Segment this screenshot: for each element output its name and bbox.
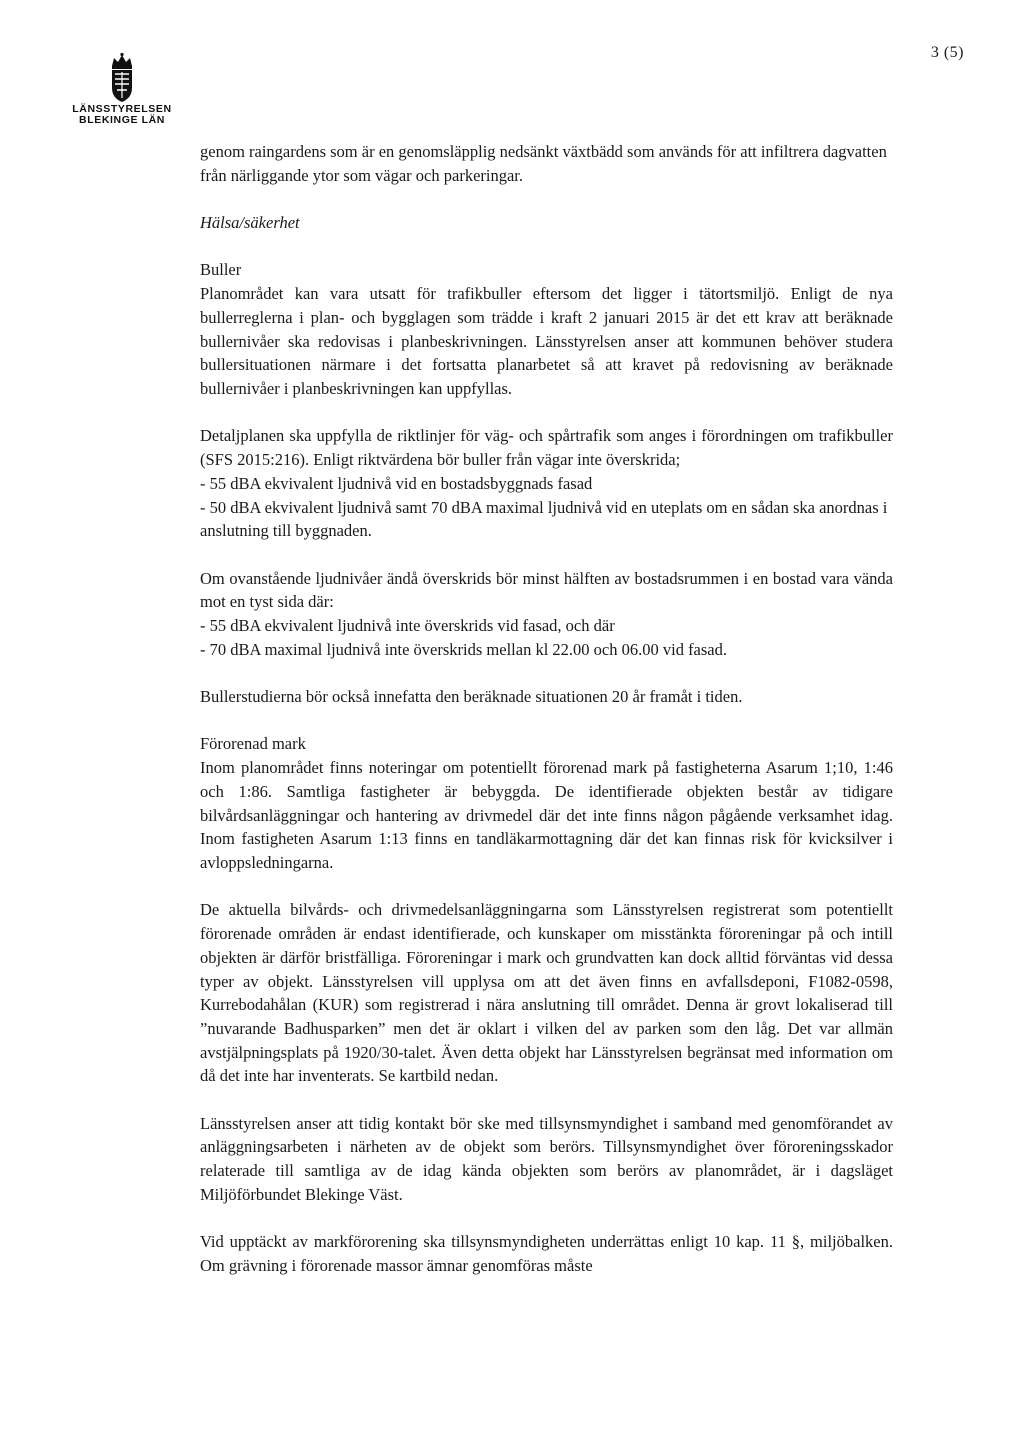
paragraph-buller: Planområdet kan vara utsatt för trafikbuller eftersom det ligger i tätortsmiljö. Enligt de nya bullerreglerna i plan- och bygglagen som trädde i kraft 2 januari 2015 är det ett krav att beräknade bullernivåer ska redovisas i planbeskrivningen. Länsstyrelsen anser att kommunen behöver studera bullersituationen närmare i det fortsatta planarbetet så att kravet på redovisning av beräknade bullernivåer i planbeskrivningen kan uppfyllas. [200, 284, 893, 398]
paragraph-bullerstudierna: Bullerstudierna bör också innefatta den beräknade situationen 20 år framåt i tiden. [200, 687, 743, 707]
paragraph-raingarden: genom raingardens som är en genomsläpplig nedsänkt växtbädd som används för att infiltrera dagvatten från närliggande ytor som vägar och parkeringar. [200, 142, 887, 185]
detaljplan-intro: Detaljplanen ska uppfylla de riktlinjer för väg- och spårtrafik som anges i förordningen om trafikbuller (SFS 2015:216). Enligt riktvärdena bör buller från vägar inte överskrida; [200, 426, 893, 470]
crown-emblem-icon [109, 52, 135, 104]
ovanstaende-item-1: - 55 dBA ekvivalent ljudnivå inte överskrids vid fasad, och där [200, 616, 615, 635]
paragraph-fororenad-mark: Inom planområdet finns noteringar om potentiellt förorenad mark på fastigheterna Asarum 1;10, 1:46 och 1:86. Samtliga fastigheter är bebyggda. De identifierade objekten består av tidigare bilvårdsanläggningar och hantering av drivmedel där det inte finns någon pågående verksamhet idag. Inom fastigheten Asarum 1:13 finns en tandläkarmottagning där det kan finnas risk för kvicksilver i avloppsledningarna. [200, 758, 893, 872]
paragraph-ovanstaende [200, 567, 893, 662]
heading-halsa-sakerhet: Hälsa/säkerhet [200, 213, 300, 233]
ovanstaende-item-2: - 70 dBA maximal ljudnivå inte överskrids mellan kl 22.00 och 06.00 vid fasad. [200, 639, 728, 659]
paragraph-markfororening: Vid upptäckt av markförorening ska tillsynsmyndigheten underrättas enligt 10 kap. 11 §, miljöbalken. Om grävning i förorenade massor ämnar genomföras måste [200, 1232, 893, 1275]
detaljplan-item-2: - 50 dBA ekvivalent ljudnivå samt 70 dBA maximal ljudnivå vid en uteplats om en sådan ska anordnas i anslutning till byggnaden. [200, 497, 888, 541]
ovanstaende-intro: Om ovanstående ljudnivåer ändå överskrids bör minst hälften av bostadsrummen i en bostad vara vända mot en tyst sida där: [200, 568, 893, 612]
paragraph-aktuella-anlaggningar: De aktuella bilvårds- och drivmedelsanläggningarna som Länsstyrelsen registrerat som potentiellt förorenade områden är endast identifierade, och kunskaper om misstänkta föroreningar på och intill objekten är därför bristfälliga. Föroreningar i mark och grundvatten kan dock alltid förväntas vid dessa typer av objekt. Länsstyrelsen vill upplysa om att det även finns en avfallsdeponi, F1082-0598, Kurrebodahålan (KUR) som registrerad i nära anslutning till området. Denna är grovt lokaliserad till ”nuvarande Badhusparken” men det är oklart i vilken del av parken som den låg. Det var allmän avstjälpningsplats på 1920/30-talet. Även detta objekt har Länsstyrelsen begränsat med information om då det inte har inventerats. Se kartbild nedan. [200, 900, 893, 1086]
logo-line-1: LÄNSSTYRELSEN [72, 103, 172, 115]
heading-buller: Buller [200, 260, 242, 280]
logo-line-2: BLEKINGE LÄN [79, 114, 165, 126]
detaljplan-item-1: - 55 dBA ekvivalent ljudnivå vid en bostadsbyggnads fasad [200, 473, 593, 493]
paragraph-tidig-kontakt: Länsstyrelsen anser att tidig kontakt bör ske med tillsynsmyndighet i samband med genomförandet av anläggningsarbeten i närheten av de objekt som berörs. Tillsynsmyndighet över föroreningsskador relaterade till samtliga av de idag kända objekten som berörs av planområdet, är i dagsläget Miljöförbundet Blekinge Väst. [200, 1113, 893, 1204]
document-body [200, 140, 893, 1301]
agency-logo [72, 52, 172, 126]
heading-fororenad-mark: Förorenad mark [200, 734, 306, 754]
paragraph-detaljplan [200, 424, 893, 543]
page-number: 3 (5) [930, 44, 964, 61]
